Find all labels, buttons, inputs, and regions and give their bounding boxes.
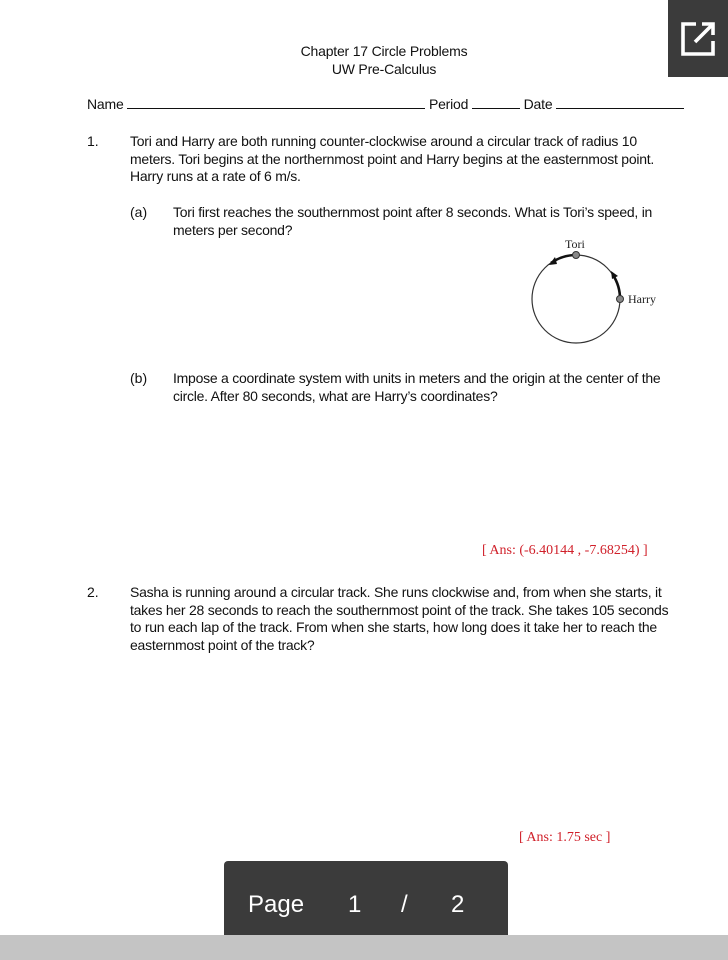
page-separator: / — [401, 891, 408, 918]
name-label: Name — [87, 96, 124, 112]
problem-1b-answer: [ Ans: (-6.40144 , -7.68254) ] — [482, 543, 648, 558]
track-circle — [532, 255, 620, 343]
open-in-new-button[interactable] — [668, 0, 728, 77]
document-subtitle: UW Pre-Calculus — [331, 61, 437, 77]
problem-2-answer: [ Ans: 1.75 sec ] — [519, 830, 611, 845]
problem-1b-text: Impose a coordinate system with units in meters and the origin at the center of the circle. After 80 seconds, what are Harry’s coordinates? — [173, 370, 661, 404]
circle-track-diagram — [520, 234, 670, 349]
date-blank — [556, 96, 684, 109]
document-title: Chapter 17 Circle Problems — [300, 43, 468, 59]
tori-label: Tori — [565, 237, 585, 251]
problem-1a-text: Tori first reaches the southernmost point after 8 seconds. What is Tori’s speed, in meters per second? — [173, 204, 653, 238]
problem-1a-label: (a) — [130, 204, 148, 220]
harry-label: Harry — [628, 292, 656, 306]
period-label: Period — [428, 96, 469, 112]
total-pages: 2 — [451, 891, 465, 918]
period-blank — [472, 96, 520, 109]
date-label: Date — [523, 96, 553, 112]
current-page-number: 1 — [348, 891, 362, 918]
problem-2-text: Sasha is running around a circular track. She runs clockwise and, from when she starts, it takes her 28 seconds to reach the southernmost point of the track. She takes 105 seconds to run each lap of the track. From when she starts, how long does it take her to reach the easternmost point of the track? — [130, 584, 669, 653]
problem-1b-label: (b) — [130, 370, 148, 386]
bottom-scroll-bar[interactable] — [0, 935, 728, 960]
harry-start-point — [617, 296, 624, 303]
problem-2-number: 2. — [87, 584, 99, 600]
problem-1-number: 1. — [87, 133, 99, 149]
tori-arrowhead — [549, 257, 557, 265]
page-label: Page — [248, 891, 305, 918]
tori-start-point — [573, 252, 580, 259]
open-in-new-icon — [679, 20, 717, 58]
name-blank — [127, 96, 425, 109]
problem-1-text: Tori and Harry are both running counter-clockwise around a circular track of radius 10 meters. Tori begins at the northernmost point and Harry begins at the easternmost point. Harry runs at a rate of 6 m/s. — [130, 133, 655, 184]
student-info-line — [87, 96, 684, 112]
